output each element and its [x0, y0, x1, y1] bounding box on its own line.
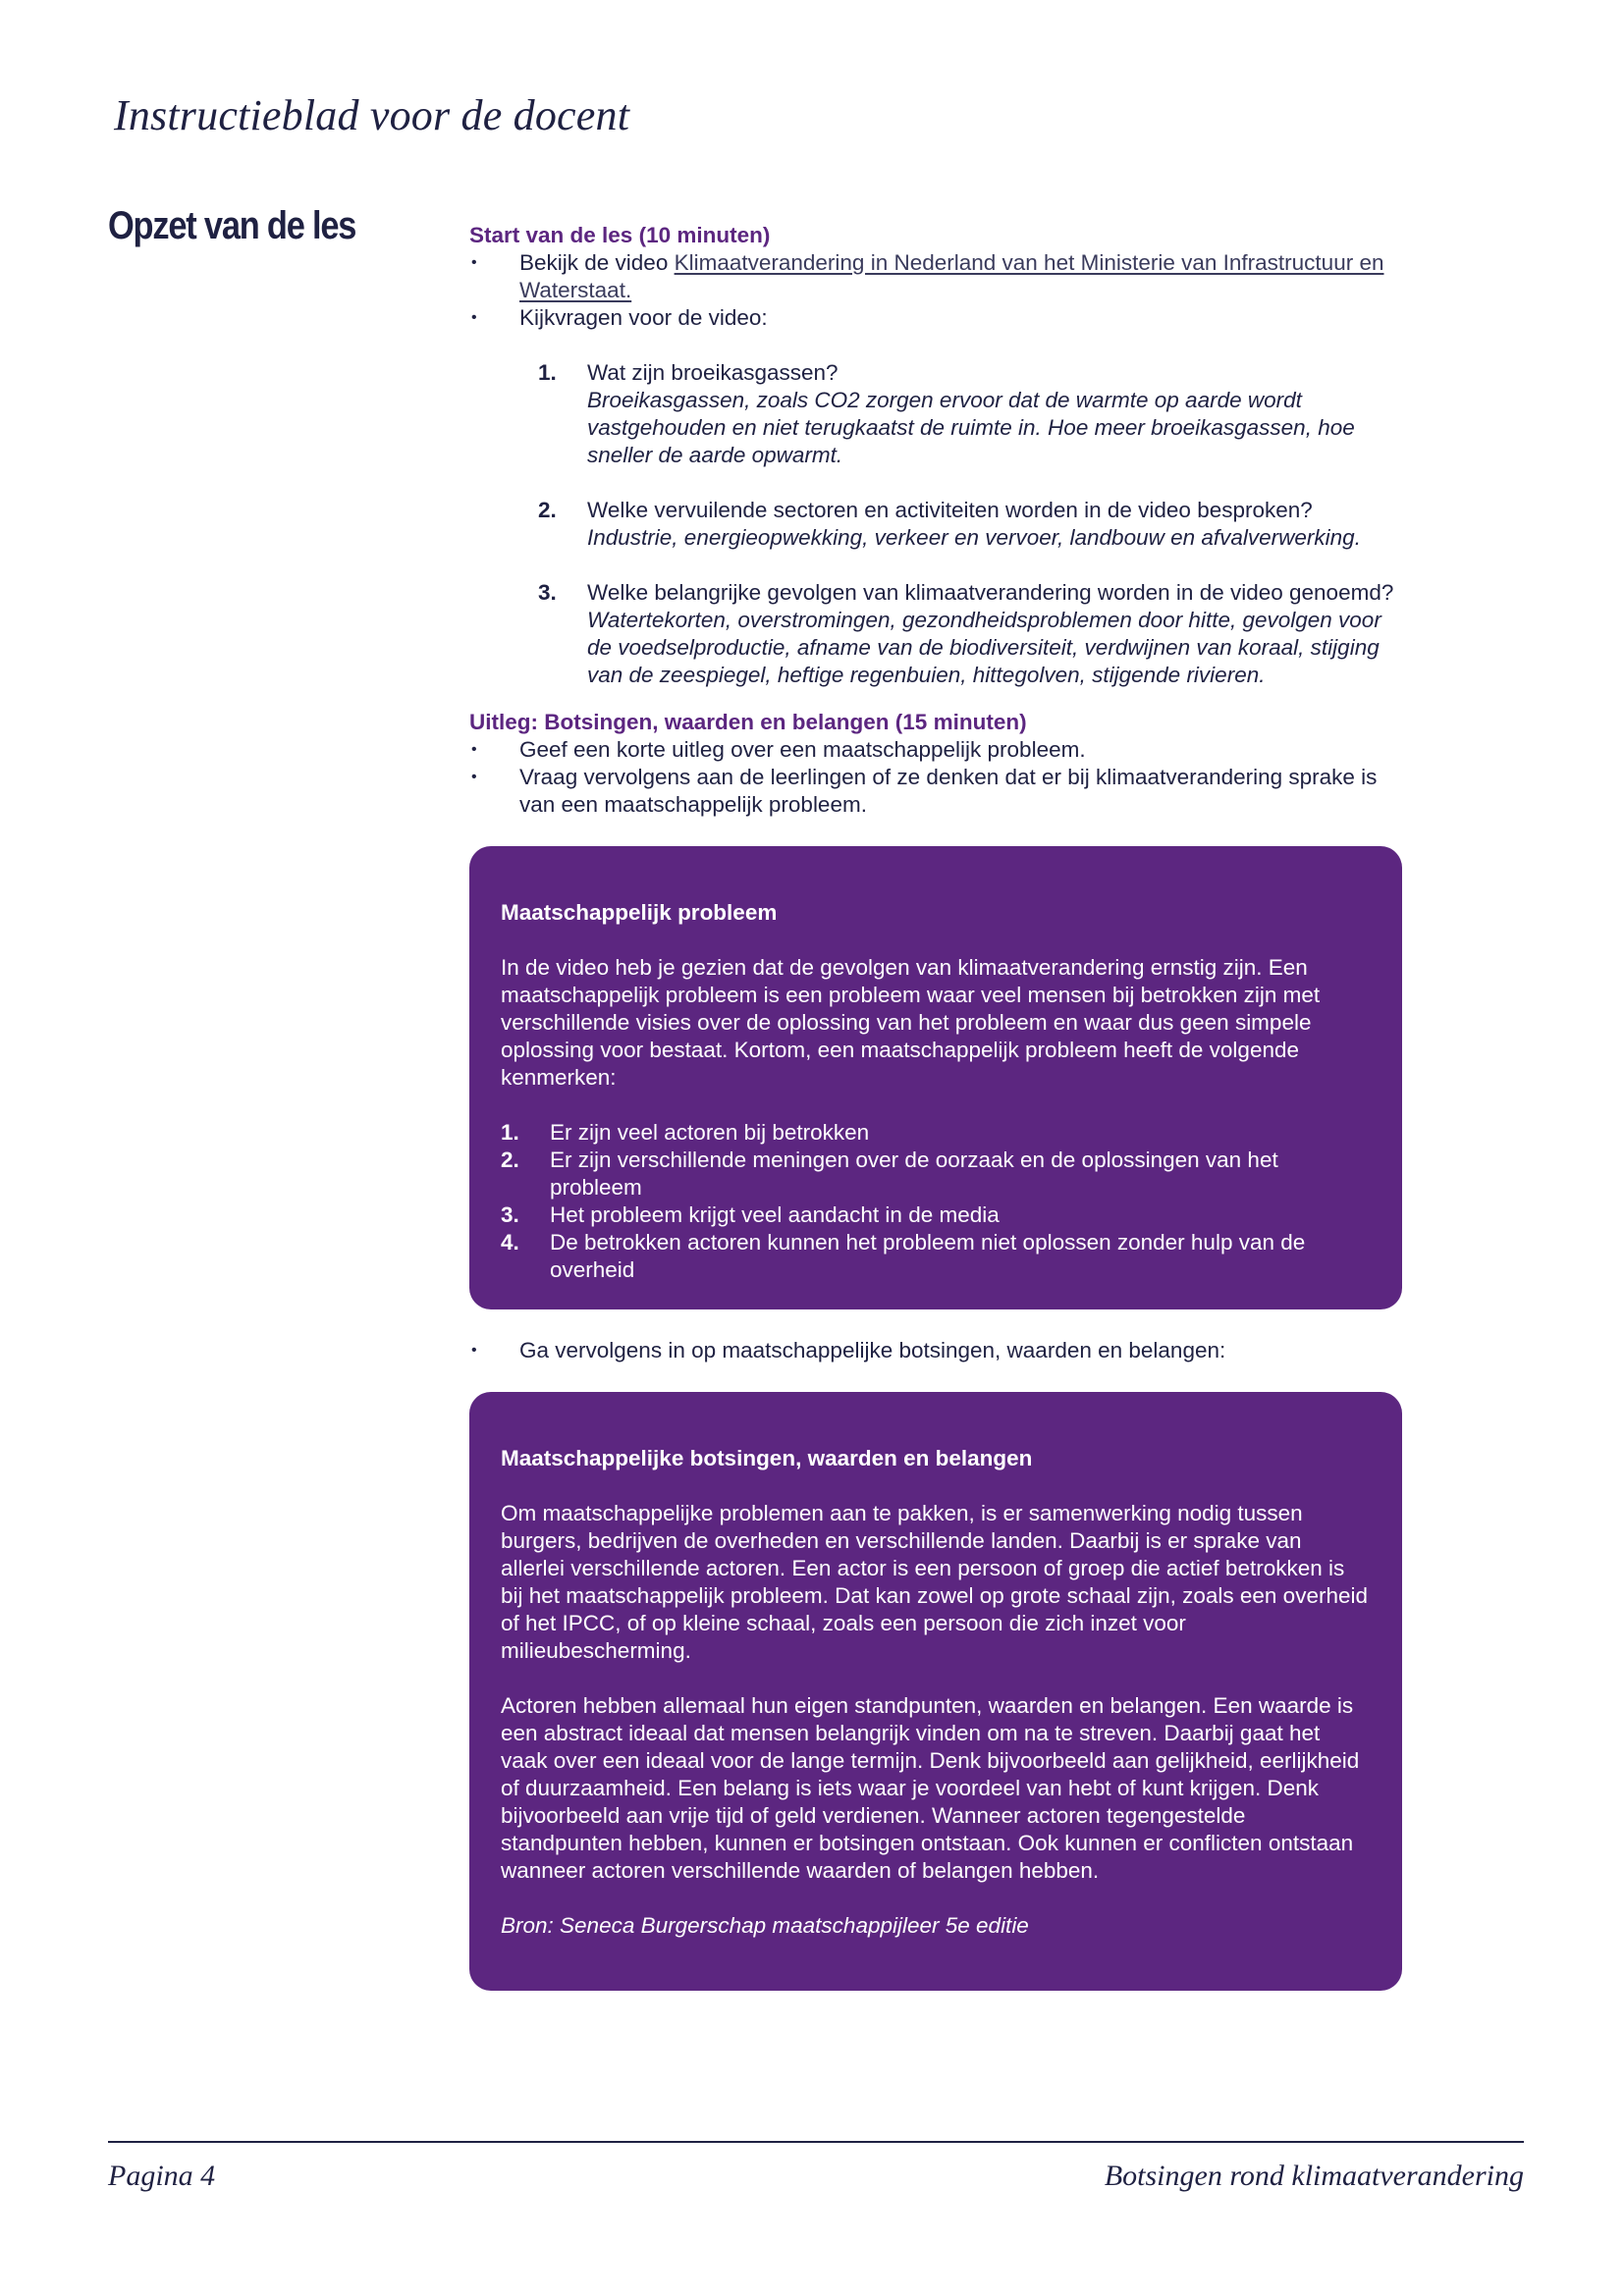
item-number: 1. [501, 1120, 519, 1145]
bullet-text: Geef een korte uitleg over een maatschappelijk probleem. [519, 737, 1086, 762]
list-item [501, 1147, 1371, 1201]
characteristics-list [501, 1119, 1371, 1284]
info-box-botsingen-waarden-belangen [469, 1392, 1402, 1991]
section-title: Opzet van de les [108, 204, 356, 247]
box-paragraph-actors: Om maatschappelijke problemen aan te pakken, is er samenwerking nodig tussen burgers, bedrijven de overheden en verschillende landen. Daarbij is er sprake van allerlei verschillende actoren. Een actor is een persoon of groep die actief betrokken is bij het maatschappelijk probleem. Dat kan zowel op grote schaal zijn, zoals een overheid of het IPCC, of op kleine schaal, zoals een persoon die zich inzet voor milieubescherming. [501, 1501, 1368, 1663]
item-text: Er zijn veel actoren bij betrokken [550, 1120, 870, 1145]
bullet-text: Kijkvragen voor de video: [519, 305, 768, 330]
answer-text: Broeikasgassen, zoals CO2 zorgen ervoor dat de warmte op aarde wordt vastgehouden en niet terugkaatst de ruimte in. Hoe meer broeikasgassen, hoe sneller de aarde opwarmt. [587, 388, 1355, 467]
question-number: 2. [538, 498, 557, 522]
item-number: 3. [501, 1202, 519, 1227]
item-text: Het probleem krijgt veel aandacht in de media [550, 1202, 1000, 1227]
list-item [501, 1229, 1371, 1284]
question-item [538, 579, 1412, 689]
item-number: 2. [501, 1148, 519, 1172]
bullet-icon: • [471, 254, 477, 271]
box-title: Maatschappelijke botsingen, waarden en belangen [501, 1446, 1033, 1470]
box-body: In de video heb je gezien dat de gevolgen van klimaatverandering ernstig zijn. Een maatschappelijk probleem is een probleem waar veel mensen bij betrokken zijn met verschillende visies over de oplossing van het probleem en waar dus geen simpele oplossing voor bestaat. Kortom, een maatschappelijk probleem heeft de volgende kenmerken: [501, 955, 1321, 1090]
bullet-text: Vraag vervolgens aan de leerlingen of ze denken dat er bij klimaatverandering sprake is van een maatschappelijk probleem. [519, 765, 1378, 817]
question-number: 1. [538, 360, 557, 385]
item-text: Er zijn verschillende meningen over de oorzaak en de oplossingen van het probleem [550, 1148, 1278, 1200]
bullet-viewing-questions [469, 304, 1412, 332]
box-paragraph-values: Actoren hebben allemaal hun eigen standpunten, waarden en belangen. Een waarde is een abstract ideaal dat mensen belangrijk vinden om na te streven. Daarbij gaat het vaak over een ideaal voor de lange termijn. Denk bijvoorbeeld aan gelijkheid, eerlijkheid of duurzaamheid. Een belang is iets waar je voordeel van hebt of kunt krijgen. Denk bijvoorbeeld aan vrije tijd of geld verdienen. Wanneer actoren tegengestelde standpunten hebben, kunnen er botsingen ontstaan. Ook kunnen er conflicten ontstaan wanneer actoren verschillende waarden of belangen hebben. [501, 1693, 1360, 1883]
answer-text: Industrie, energieopwekking, verkeer en vervoer, landbouw en afvalverwerking. [587, 525, 1361, 550]
item-number: 4. [501, 1230, 519, 1255]
list-item [501, 1119, 1371, 1147]
bullet-ask-students [469, 764, 1412, 819]
question-number: 3. [538, 580, 557, 605]
bullet-watch-video [469, 249, 1412, 304]
bullet-icon: • [471, 741, 477, 758]
footer-divider [108, 2141, 1524, 2143]
uitleg-heading: Uitleg: Botsingen, waarden en belangen (15 minuten) [469, 710, 1027, 734]
question-text: Welke belangrijke gevolgen van klimaatverandering worden in de video genoemd? [587, 580, 1394, 605]
page-number: Pagina 4 [108, 2160, 216, 2192]
item-text: De betrokken actoren kunnen het probleem niet oplossen zonder hulp van de overheid [550, 1230, 1306, 1282]
question-item [538, 359, 1412, 469]
bullet-text: Bekijk de video [519, 250, 675, 275]
list-item [501, 1201, 1371, 1229]
bullet-botsingen [469, 1337, 1412, 1364]
footer-document-name: Botsingen rond klimaatverandering [1104, 2160, 1524, 2192]
answer-text: Watertekorten, overstromingen, gezondheidsproblemen door hitte, gevolgen voor de voedselproductie, afname van de biodiversiteit, verdwijnen van koraal, stijging van de zeespiegel, heftige regenbuien, hittegolven, stijgende rivieren. [587, 608, 1381, 687]
start-heading: Start van de les (10 minuten) [469, 223, 771, 247]
question-item [538, 497, 1412, 552]
info-box-maatschappelijk-probleem [469, 846, 1402, 1309]
bullet-icon: • [471, 1342, 477, 1359]
bullet-icon: • [471, 309, 477, 326]
question-text: Welke vervuilende sectoren en activiteiten worden in de video besproken? [587, 498, 1313, 522]
document-title: Instructieblad voor de docent [114, 91, 630, 139]
question-text: Wat zijn broeikasgassen? [587, 360, 839, 385]
bullet-icon: • [471, 769, 477, 785]
bullet-explain [469, 736, 1412, 764]
box-title: Maatschappelijk probleem [501, 900, 778, 925]
question-list [538, 359, 1412, 689]
lesson-content [469, 222, 1412, 1991]
box-source: Bron: Seneca Burgerschap maatschappijleer 5e editie [501, 1913, 1029, 1938]
bullet-text: Ga vervolgens in op maatschappelijke botsingen, waarden en belangen: [519, 1338, 1226, 1362]
video-link[interactable]: Klimaatverandering in Nederland van het Ministerie van Infrastructuur en Waterstaat. [519, 250, 1384, 302]
